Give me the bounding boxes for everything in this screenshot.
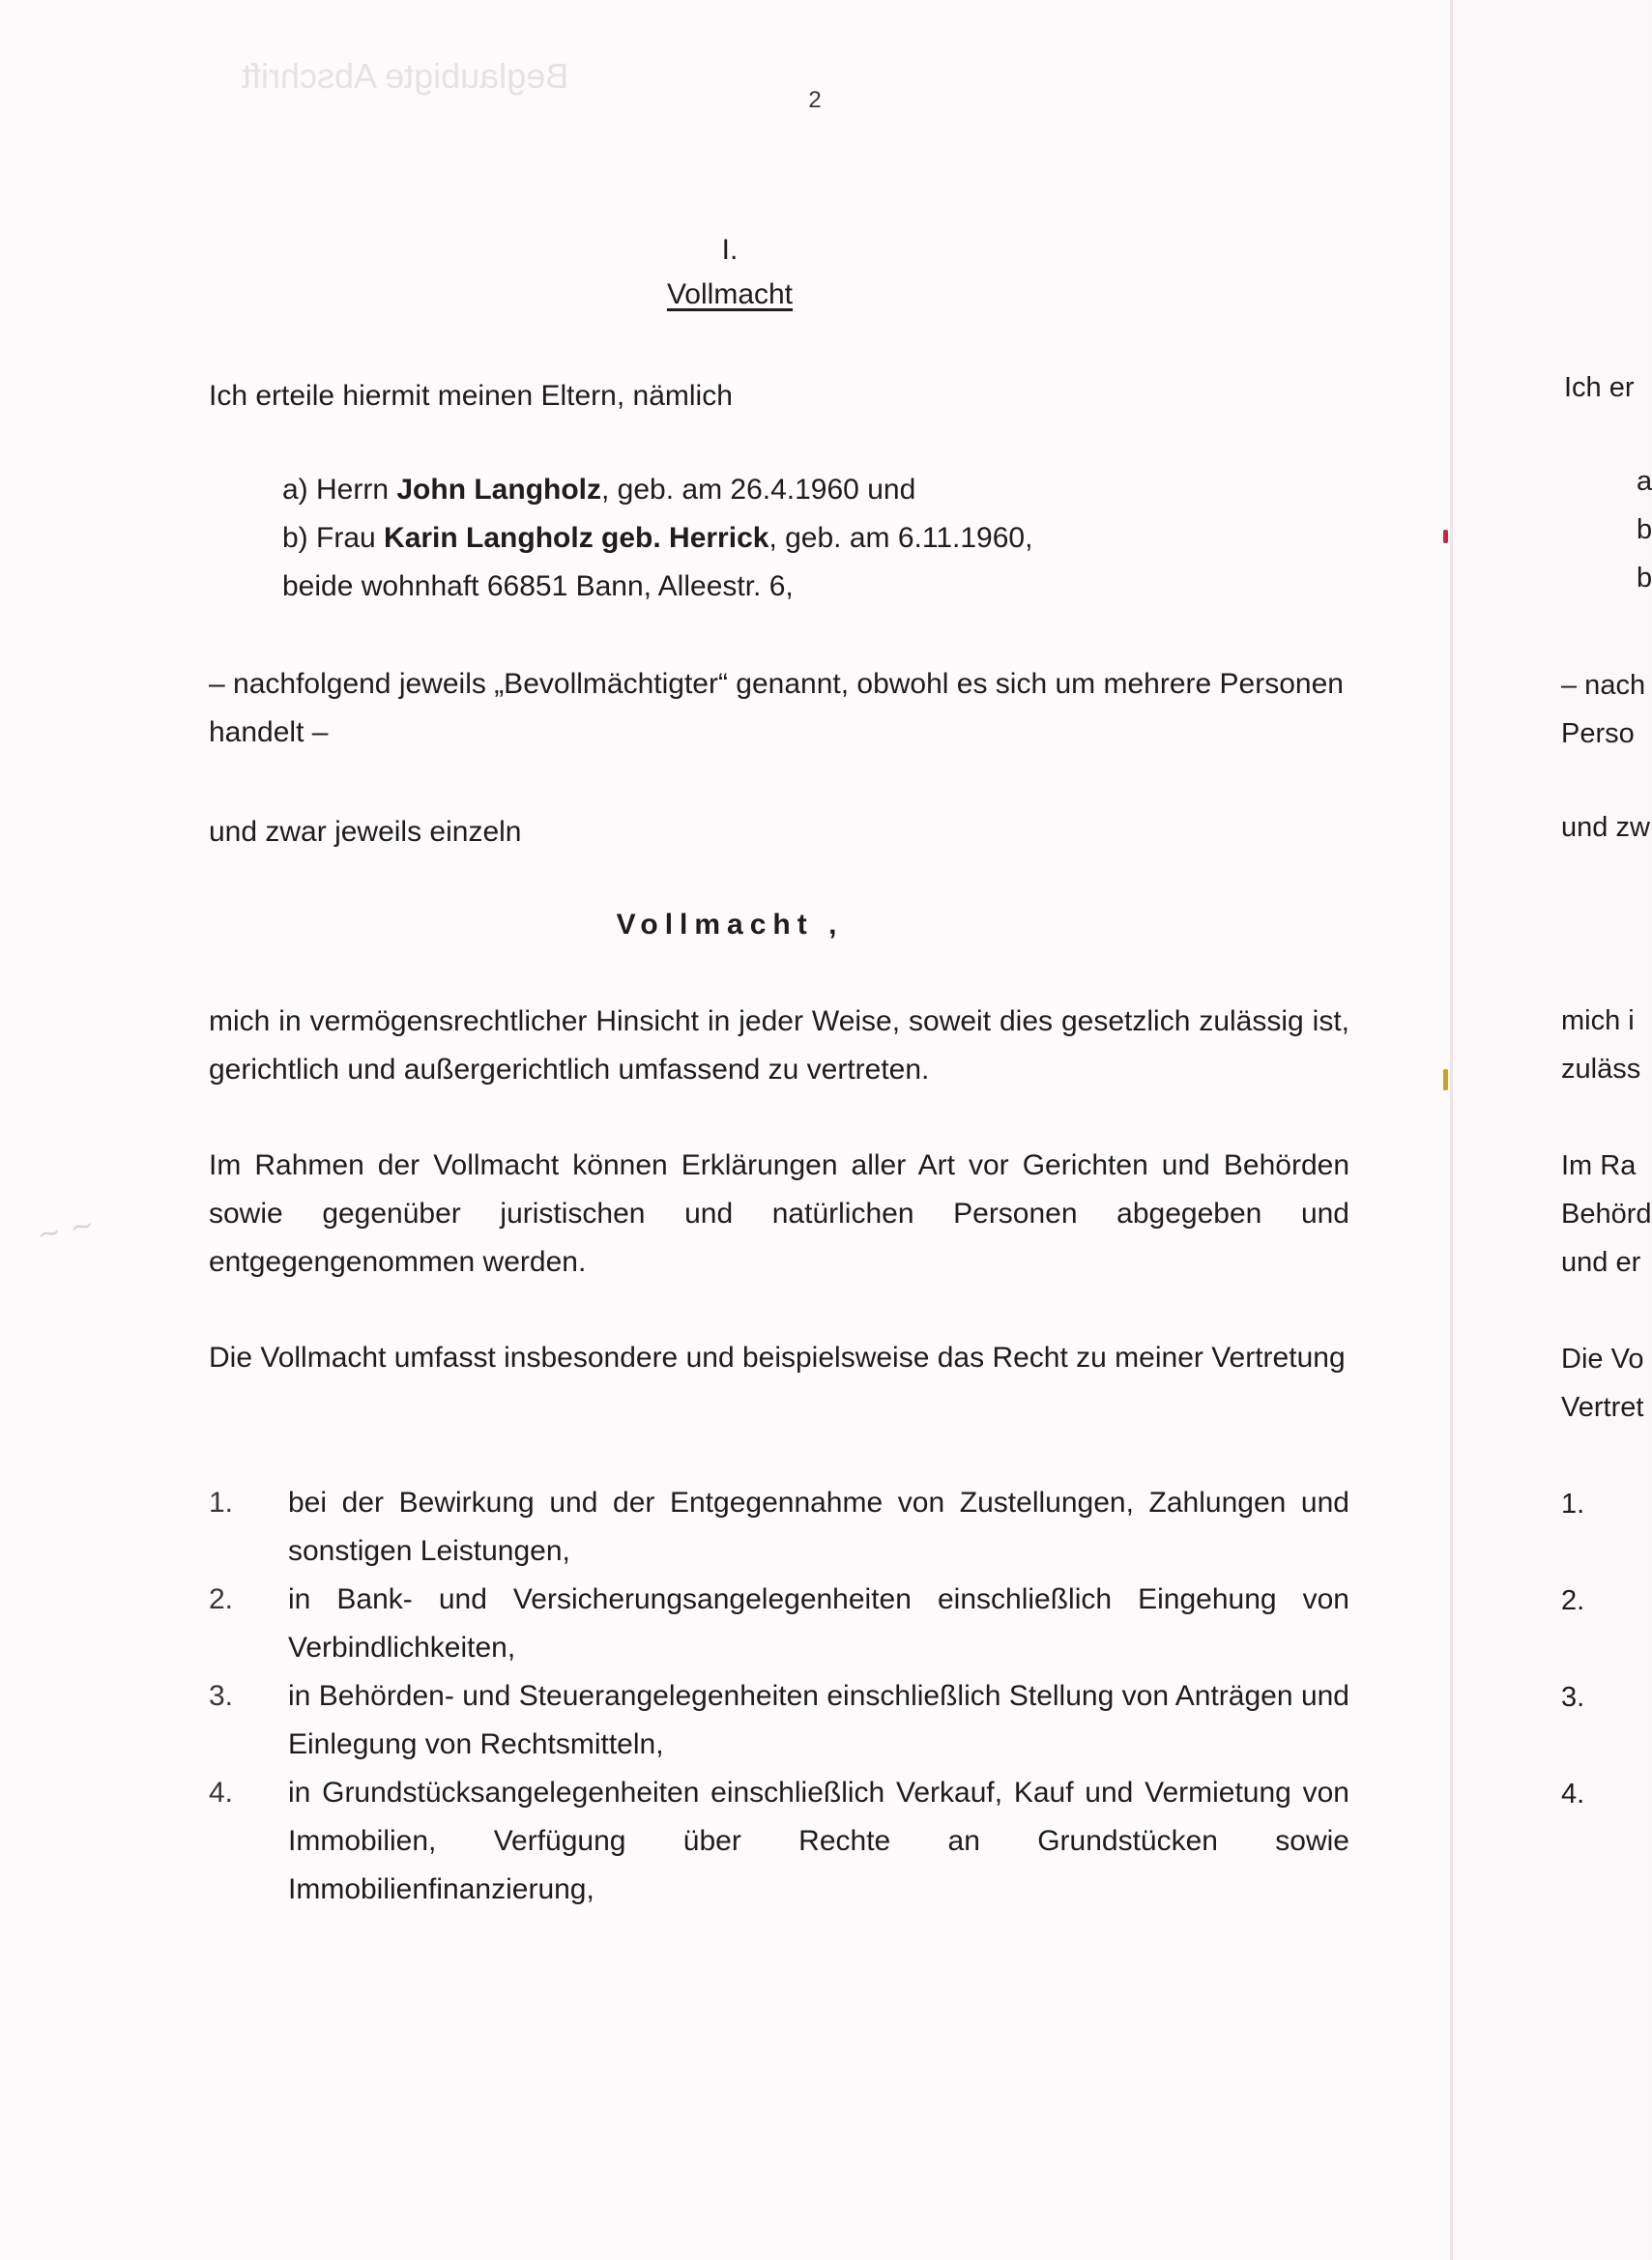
gutter-mark-red: [1443, 530, 1448, 543]
intro-paragraph: Ich erteile hiermit meinen Eltern, nämlich: [209, 380, 733, 412]
gutter-mark-gold: [1443, 1069, 1448, 1090]
next-page-fragment: b: [1637, 514, 1652, 545]
next-page-fragment: zuläss: [1561, 1054, 1641, 1085]
next-page-fragment: Behörd: [1561, 1199, 1652, 1230]
bleed-through-header: Beglaubigte Abschrift: [242, 56, 569, 96]
next-page-fragment: mich i: [1561, 1005, 1635, 1036]
party-a-prefix: a) Herrn: [282, 474, 397, 506]
list-item-3: in Behörden- und Steuerangelegenheiten einschließlich Stellung von Anträgen und Einlegung von Rechtsmitteln,: [288, 1680, 1349, 1760]
scope-paragraph: mich in vermögensrechtlicher Hinsicht in jeder Weise, soweit dies gesetzlich zulässig ist, gerichtlich und außergerichtlich umfassend zu vertreten.: [209, 1005, 1349, 1086]
next-page-fragment: a: [1637, 466, 1652, 497]
party-b: [282, 514, 1032, 563]
residence-line: beide wohnhaft 66851 Bann, Alleestr. 6,: [282, 570, 794, 602]
margin-scribble: ~ ~: [34, 1207, 98, 1253]
adjacent-page-strip: [1450, 0, 1652, 2260]
list-item-4: in Grundstücksangelegenheiten einschließlich Verkauf, Kauf und Vermietung von Immobilien, Verfügung über Rechte an Grundstücken sowie Immobilienfinanzierung,: [288, 1777, 1349, 1905]
next-page-fragment: – nach: [1561, 670, 1646, 701]
party-b-name: Karin Langholz geb. Herrick: [384, 522, 769, 554]
next-page-fragment: und zw: [1561, 812, 1650, 843]
section-heading-text: Vollmacht: [666, 278, 794, 310]
list-number-2: 2.: [209, 1583, 234, 1615]
list-number-4: 4.: [209, 1777, 234, 1809]
party-b-prefix: b) Frau: [282, 522, 385, 554]
list-item-2: in Bank- und Versicherungsangelegenheiten einschließlich Eingehung von Verbindlichkeiten,: [288, 1583, 1349, 1664]
inclusion-intro-paragraph: Die Vollmacht umfasst insbesondere und beispielsweise das Recht zu meiner Vertretung: [209, 1342, 1346, 1374]
list-item-1: bei der Bewirkung und der Entgegennahme von Zustellungen, Zahlungen und sonstigen Leistungen,: [288, 1487, 1349, 1567]
list-number-3: 3.: [209, 1680, 234, 1712]
next-page-fragment: 2.: [1561, 1585, 1585, 1616]
party-a: [282, 466, 915, 514]
declarations-paragraph: Im Rahmen der Vollmacht können Erklärungen aller Art vor Gerichten und Behörden sowie gegenüber juristischen und natürlichen Personen abgegeben und entgegengenommen werden.: [209, 1149, 1349, 1278]
section-heading: [0, 278, 1460, 311]
next-page-fragment: 3.: [1561, 1682, 1585, 1713]
next-page-fragment: Ich er: [1564, 372, 1635, 403]
next-page-fragment: 1.: [1561, 1489, 1585, 1520]
next-page-fragment: Im Ra: [1561, 1150, 1637, 1181]
next-page-fragment: Vertret: [1561, 1392, 1644, 1423]
individually-line: und zwar jeweils einzeln: [209, 816, 522, 848]
designation-paragraph: – nachfolgend jeweils „Bevollmächtigter“ genannt, obwohl es sich um mehrere Personen handelt –: [209, 668, 1344, 748]
party-a-suffix: , geb. am 26.4.1960 und: [601, 474, 916, 506]
page-number: 2: [808, 87, 822, 113]
next-page-fragment: 4.: [1561, 1779, 1585, 1810]
next-page-fragment: b: [1637, 563, 1652, 594]
next-page-fragment: Perso: [1561, 718, 1635, 749]
party-a-name: John Langholz: [396, 474, 601, 506]
list-number-1: 1.: [209, 1487, 234, 1519]
next-page-fragment: Die Vo: [1561, 1344, 1644, 1375]
section-numeral: I.: [721, 234, 739, 266]
vollmacht-emphasis: Vollmacht ,: [616, 909, 844, 941]
next-page-fragment: und er: [1561, 1247, 1641, 1278]
party-b-suffix: , geb. am 6.11.1960,: [768, 522, 1033, 554]
